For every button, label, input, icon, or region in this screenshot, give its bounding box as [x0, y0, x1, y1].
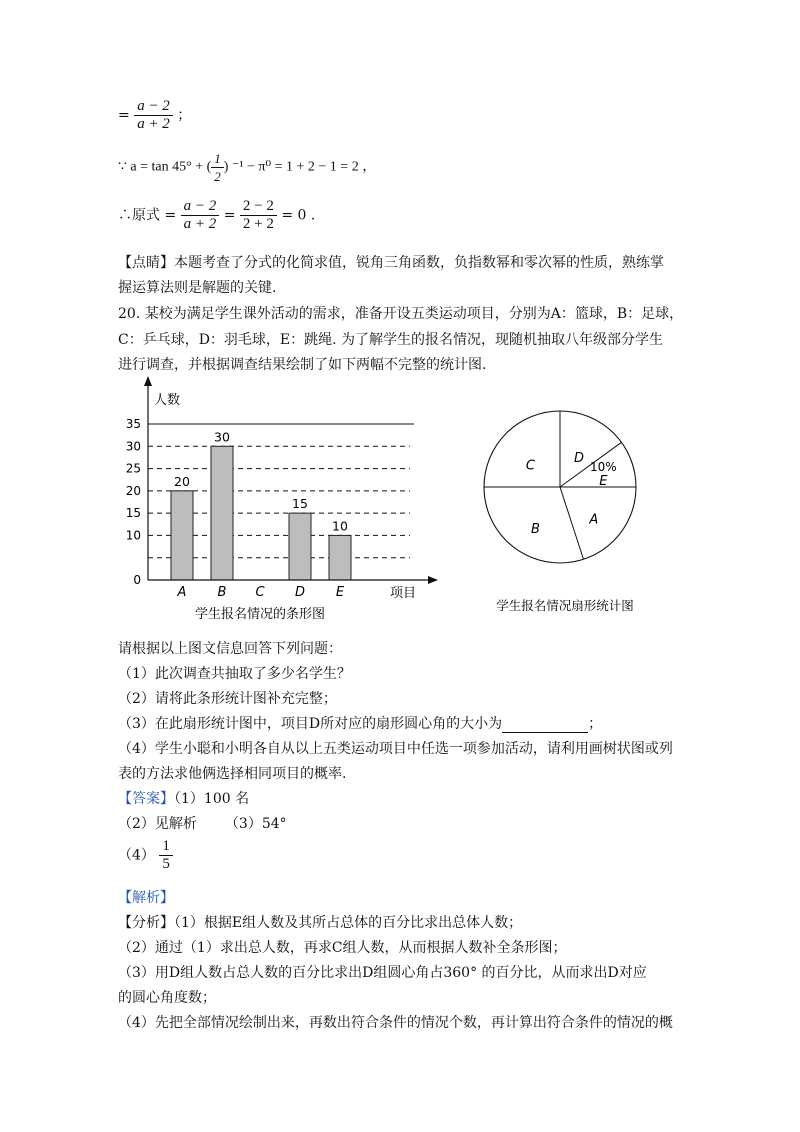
pie-chart	[470, 395, 670, 615]
x-axis-label: 项目	[390, 586, 417, 601]
y-tick-label: 25	[125, 461, 141, 476]
equation-3-prefix: ∴原式 =	[118, 207, 177, 224]
answer-line-1	[118, 790, 249, 808]
fraction-2	[181, 198, 220, 233]
fraction-1-denominator: a + 2	[137, 116, 170, 132]
bar-value-label: 10	[332, 518, 348, 534]
fraction-3	[240, 198, 277, 233]
pie-label-B: B	[530, 521, 540, 537]
x-category-label: D	[294, 585, 306, 600]
equation-2	[118, 150, 376, 185]
problem-line-3: 进行调查，并根据调查结果绘制了如下两幅不完整的统计图.	[118, 357, 487, 373]
questions-intro: 请根据以上图文信息回答下列问题：	[118, 641, 342, 657]
question-4-line-1: （4）学生小聪和小明各自从以上五类运动项目中任选一项参加活动，请利用画树状图或列	[118, 741, 673, 757]
bar-value-label: 15	[292, 496, 308, 512]
bar-value-label: 20	[174, 473, 190, 489]
bar-D	[289, 513, 311, 580]
answer-4-prefix: （4）	[118, 847, 155, 864]
analysis-line-1	[118, 914, 522, 932]
question-4-line-2: 表的方法求他俩选择相同项目的概率.	[118, 766, 347, 782]
y-axis-label: 人数	[154, 393, 181, 408]
equation-3-tail: = 0 .	[281, 207, 316, 224]
fraction-2-denominator: a + 2	[183, 216, 217, 232]
answer-1: （1）100 名	[174, 791, 250, 807]
dianjing-tag: 【点睛】	[118, 255, 174, 271]
pie-chart-title: 学生报名情况扇形统计图	[496, 598, 634, 613]
question-2: （2）请将此条形统计图补充完整；	[118, 691, 337, 707]
equals-sign: =	[118, 107, 130, 124]
pie-label-A: A	[589, 512, 599, 528]
bar-value-label: 30	[214, 429, 230, 445]
analysis-text-1: （1）根据E组人数及其所占总体的百分比求出总体人数；	[174, 915, 523, 931]
equation-3-equals: =	[223, 207, 236, 224]
dianjing-line-2: 握运算法则是解题的关键.	[118, 280, 277, 296]
y-tick-label: 0	[133, 573, 141, 587]
problem-line-1: 20. 某校为满足学生课外活动的需求，准备开设五类运动项目，分别为A：篮球，B：足球，	[118, 306, 684, 322]
x-category-label: C	[255, 585, 265, 600]
question-1: （1）此次调查共抽取了多少名学生？	[118, 666, 351, 682]
bar-A	[171, 491, 193, 580]
pie-label-D: D	[573, 450, 584, 466]
answer-line-4	[118, 838, 173, 873]
x-axis-arrow-icon	[428, 576, 438, 584]
analysis-line-2: （2）通过（1）求出总人数，再求C组人数，从而根据人数补全条形图；	[118, 940, 567, 956]
equation-1	[118, 98, 191, 133]
equation-1-suffix: ；	[177, 107, 192, 124]
bar-chart-title: 学生报名情况的条形图	[194, 607, 326, 622]
equation-3	[118, 198, 315, 233]
half-numerator: 1	[211, 150, 224, 168]
bar-B	[211, 446, 233, 580]
y-axis-arrow-icon	[144, 376, 152, 386]
answer-4-denominator: 5	[162, 856, 170, 872]
fraction-1	[134, 98, 173, 133]
problem-line-2: C：乒乓球，D：羽毛球，E：跳绳. 为了解学生的报名情况，现随机抽取八年级部分学生	[118, 332, 664, 348]
bar-E	[329, 535, 351, 580]
x-category-label: A	[177, 585, 187, 600]
equation-2-text: ∵ a = tan 45° + (	[118, 159, 212, 175]
dianjing-text-1: 本题考查了分式的化简求值，锐角三角函数，负指数幂和零次幂的性质，熟练掌	[174, 255, 664, 271]
fraction-2-numerator: a − 2	[181, 198, 220, 216]
y-tick-label: 30	[125, 439, 141, 454]
answer-4-numerator: 1	[159, 838, 173, 856]
pie-label-E: E	[599, 473, 608, 489]
y-tick-label: 20	[125, 483, 141, 498]
y-tick-label: 15	[125, 506, 141, 521]
question-3-text: （3）在此扇形统计图中，项目D所对应的扇形圆心角的大小为	[118, 716, 503, 732]
question-3-end: ；	[588, 716, 603, 732]
answer-4-fraction	[159, 838, 173, 873]
y-tick-label: 35	[125, 417, 141, 431]
equation-2-tail: ) ⁻¹ − π⁰ = 1 + 2 − 1 = 2 ，	[223, 159, 377, 175]
answer-blank	[502, 718, 588, 733]
y-tick-label: 10	[125, 528, 141, 543]
fraction-3-numerator: 2 − 2	[240, 198, 277, 216]
answer-line-2	[118, 815, 287, 833]
question-3	[118, 715, 602, 733]
answer-3: （3）54°	[224, 816, 287, 832]
pie-label-C: C	[525, 458, 535, 474]
half-denominator: 2	[214, 169, 221, 184]
fraction-3-denominator: 2 + 2	[242, 216, 274, 232]
analysis-line-5: （4）先把全部情况绘制出来，再数出符合条件的情况个数，再计算出符合条件的情况的概	[118, 1015, 673, 1031]
half-fraction	[211, 150, 224, 185]
bar-chart	[110, 372, 450, 632]
dianjing-line-1	[118, 254, 664, 272]
x-category-label: B	[217, 585, 227, 600]
x-category-label: E	[335, 585, 345, 600]
fenxi-tag: 【分析】	[118, 915, 174, 931]
analysis-line-4: 的圆心角度数；	[118, 990, 216, 1006]
pie-radius	[560, 487, 583, 559]
pie-percent-label: 10%	[590, 459, 617, 474]
analysis-tag: 【解析】	[118, 890, 174, 906]
answer-tag: 【答案】	[118, 791, 174, 807]
fraction-1-numerator: a − 2	[134, 98, 173, 116]
answer-2: （2）见解析	[118, 816, 197, 832]
analysis-line-3: （3）用D组人数占总人数的百分比求出D组圆心角占360° 的百分比，从而求出D对应	[118, 965, 647, 981]
